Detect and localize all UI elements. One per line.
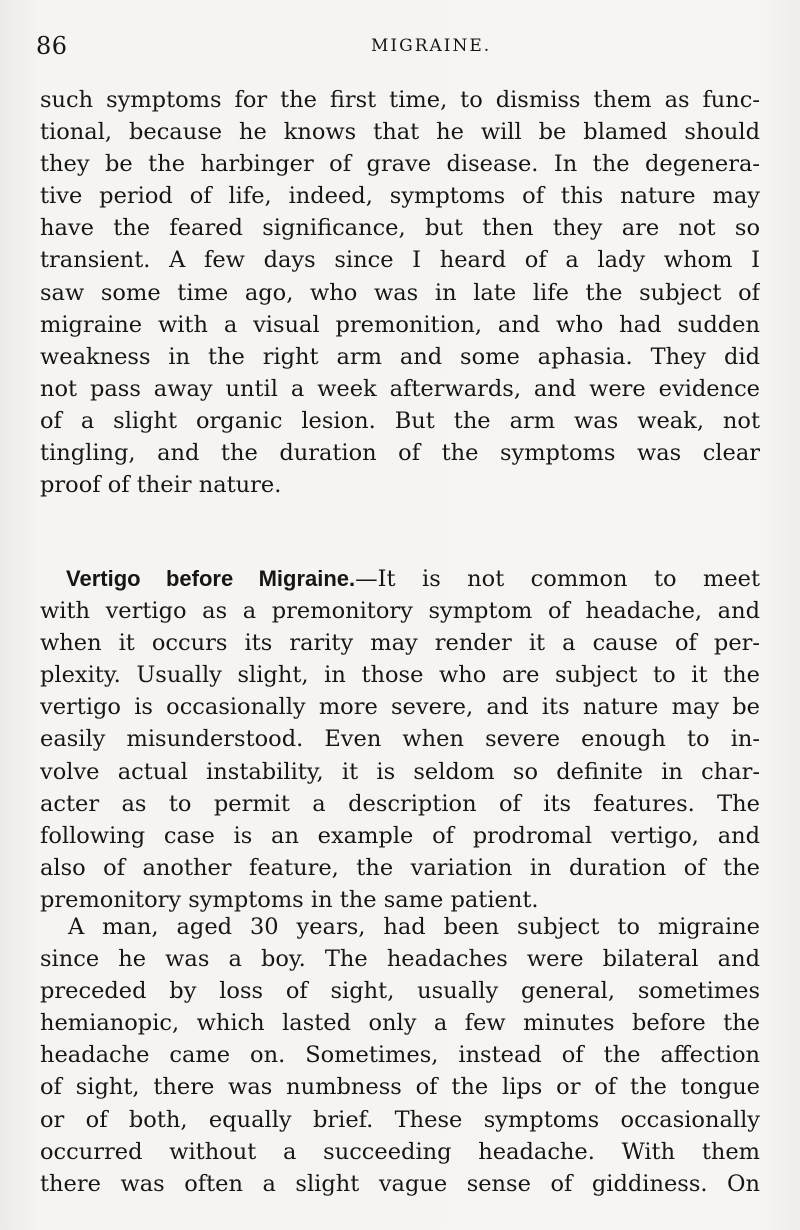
text-line: hemianopic, which lasted only a few minutes before the: [40, 1010, 760, 1037]
text-line: of sight, there was numbness of the lips or of the tongue: [40, 1074, 760, 1101]
text-line: tive period of life, indeed, symptoms of this nature may: [40, 183, 760, 210]
text-line: following case is an example of prodromal vertigo, and: [40, 822, 760, 849]
text-line: such symptoms for the first time, to dismiss them as func-: [40, 87, 760, 113]
text-line: also of another feature, the variation in duration of the: [40, 854, 760, 881]
text-line: they be the harbinger of grave disease. In the degenera-: [40, 151, 760, 178]
text-line: premonitory symptoms in the same patient.: [40, 886, 539, 913]
text-line: acter as to permit a description of its features. The: [40, 790, 760, 817]
section-intro: —It is not common to meet: [355, 566, 760, 592]
text-line: preceded by loss of sight, usually general, sometimes: [40, 978, 760, 1005]
section-first-line: [40, 563, 760, 595]
paragraph-indent-text: A man, aged 30 years, had been subject to migraine: [68, 914, 760, 940]
paragraph-case: [40, 911, 760, 1200]
text-line: since he was a boy. The headaches were bilateral and: [40, 946, 760, 973]
section-vertigo: [40, 563, 760, 916]
text-line: tional, because he knows that he will be blamed should: [40, 119, 760, 146]
text-line: with vertigo as a premonitory symptom of headache, and: [40, 598, 760, 625]
text-line: weakness in the right arm and some aphasia. They did: [40, 343, 760, 370]
text-line: volve actual instability, it is seldom so definite in char-: [40, 758, 760, 785]
section-heading: Vertigo before Migraine.: [66, 566, 356, 591]
text-line: occurred without a succeeding headache. With them: [40, 1138, 760, 1165]
text-line: easily misunderstood. Even when severe enough to in-: [40, 726, 760, 753]
page-number: 86: [36, 32, 68, 60]
text-line: saw some time ago, who was in late life the subject of: [40, 279, 760, 306]
running-title: MIGRAINE.: [371, 36, 492, 56]
text-line: [40, 911, 760, 943]
text-line: tingling, and the duration of the symptoms was clear: [40, 440, 760, 467]
text-line: not pass away until a week afterwards, and were evidence: [40, 375, 760, 402]
text-line: headache came on. Sometimes, instead of the affection: [40, 1042, 760, 1069]
text-line: there was often a slight vague sense of giddiness. On: [40, 1170, 760, 1197]
text-line: of a slight organic lesion. But the arm was weak, not: [40, 407, 760, 434]
text-line: have the feared significance, but then they are not so: [40, 215, 760, 242]
text-line: plexity. Usually slight, in those who are subject to it the: [40, 662, 760, 689]
paragraph-continuation: [40, 84, 760, 501]
text-line: when it occurs its rarity may render it a cause of per-: [40, 630, 760, 657]
page-header: [36, 32, 760, 66]
text-line: vertigo is occasionally more severe, and its nature may be: [40, 694, 760, 721]
text-line: transient. A few days since I heard of a lady whom I: [40, 247, 760, 274]
text-line: or of both, equally brief. These symptoms occasionally: [40, 1106, 760, 1133]
text-line: proof of their nature.: [40, 472, 282, 499]
text-line: migraine with a visual premonition, and who had sudden: [40, 311, 760, 338]
